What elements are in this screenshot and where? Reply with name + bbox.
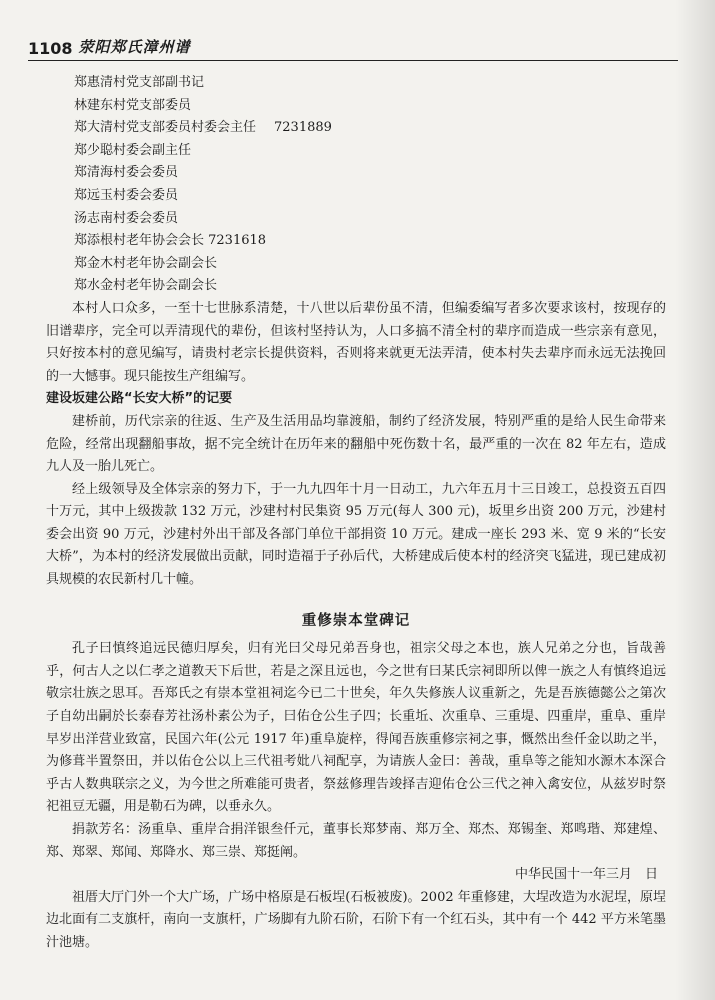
bridge-heading: 建设坂建公路“长安大桥”的记要 [46, 391, 233, 407]
book-title: 荥阳郑氏漳州谱 [78, 38, 191, 56]
stele-paragraph: 孔子曰慎终追远民德归厚矣，归有光曰父母兄弟吾身也，祖宗父母之本也，族人兄弟之分也，旨哉善乎，何古人之以仁孝之道教天下后世，若是之深且远也，今之世有曰某氏宗祠即所以俾一族之人有慎终追远敬宗壮族之思耳。吾郑氏之有崇本堂祖祠迄今已二十世矣，年久失修族人议重新之，先是吾族德懿公之第次子自幼出嗣於长泰春芳社汤朴素公为子，曰佑仓公生子四；长重坵、次重阜、三重堤、四重岸，重阜、重岸早岁出洋营业致富，民国六年(公元 1917 年)重阜旋梓，得闻吾族重修宗祠之事，慨然出叁仟金以助之半，为修葺半置祭田，并以佑仓公以上三代祖考妣八祠配享，为请族人金曰：善哉，重阜等之能知水源木本深合乎古人数典联宗之义，为今世之所难能可贵者，祭兹修理告竣择吉迎佑仓公三代之神入禽安位，从兹岁时祭祀祖豆无疆，用是勒石为碑，以垂永久。 [46, 641, 666, 815]
member-line: 郑清海村委会委员 [74, 165, 179, 181]
donor-list: 捐款芳名：汤重阜、重岸合捐洋银叁仟元，董事长郑梦南、郑万全、郑杰、郑锡奎、郑鸣瑎、郑建煌、郑、郑翠、郑闻、郑降水、郑三崇、郑挺阐。 [46, 822, 666, 860]
stele-date: 中华民国十一年三月 日 [514, 867, 658, 883]
page-body [46, 72, 666, 955]
member-line: 汤志南村委会委员 [74, 210, 179, 226]
member-phone: 7231889 [274, 120, 332, 136]
genealogy-note: 本村人口众多，一至十七世脉系清楚，十八世以后辈份虽不清，但编委编写者多次要求该村，按现存的旧谱辈序，完全可以弄清现代的辈份，但该村坚持认为，人口多搞不清全村的辈序而造成一些宗亲有意见，只好按本村的意见编写，请贵村老宗长提供资料，否则将来就更无法弄清，使本村失去辈序而永远无法挽回的一大憾事。现只能按生产组编写。 [46, 300, 666, 384]
page-header [28, 34, 678, 61]
scan-edge-shadow [675, 0, 715, 1000]
member-line: 郑少聪村委会副主任 [74, 142, 192, 158]
stele-title: 重修崇本堂碑记 [301, 612, 411, 629]
bridge-paragraph-1: 建桥前，历代宗亲的往返、生产及生活用品均靠渡船，制约了经济发展，特别严重的是给人民生命带来危险，经常出现翻船事故，据不完全统计在历年来的翻船中死伤数十名，最严重的一次在 82 年左右，造成九人及一胎儿死亡。 [46, 413, 666, 475]
member-role: 郑大清村党支部委员村委会主任 [74, 120, 257, 136]
member-line: 林建东村党支部委员 [74, 97, 192, 113]
page-number: 1108 [28, 39, 73, 58]
member-line: 郑远玉村委会委员 [74, 187, 179, 203]
plaza-note: 祖厝大厅门外一个大广场，广场中格原是石板埕(石板被废)。2002 年重修建，大埕改造为水泥埕，原埕边北面有二支旗杆，南向一支旗杆，广场脚有九阶石阶，石阶下有一个红石头，其中有一个 442 平方米笔墨汁池塘。 [46, 889, 666, 950]
section-spacer [46, 592, 666, 602]
member-line [74, 117, 666, 140]
member-line: 郑金木村老年协会副会长 [74, 255, 218, 271]
member-list [46, 72, 666, 298]
member-line: 郑惠清村党支部副书记 [74, 75, 205, 90]
bridge-paragraph-2: 经上级领导及全体宗亲的努力下，于一九九四年十月一日动工，九六年五月十三日竣工，总投资五百四十万元，其中上级拨款 132 万元，沙建村村民集资 95 万元(每人 300 元)，坂里乡出资 200 万元，沙建村委会出资 90 万元，沙建村外出干部及各部门单位干部捐资 10 万元。建成一座长 293 米、宽 9 米的“长安大桥”，为本村的经济发展做出贡献，同时造福于子孙后代，大桥建成后使本村的经济突飞猛进，现已建成初具规模的农民新村几十幢。 [46, 481, 666, 588]
member-line: 郑添根村老年协会会长 7231618 [74, 233, 267, 249]
member-line: 郑水金村老年协会副会长 [74, 278, 218, 294]
